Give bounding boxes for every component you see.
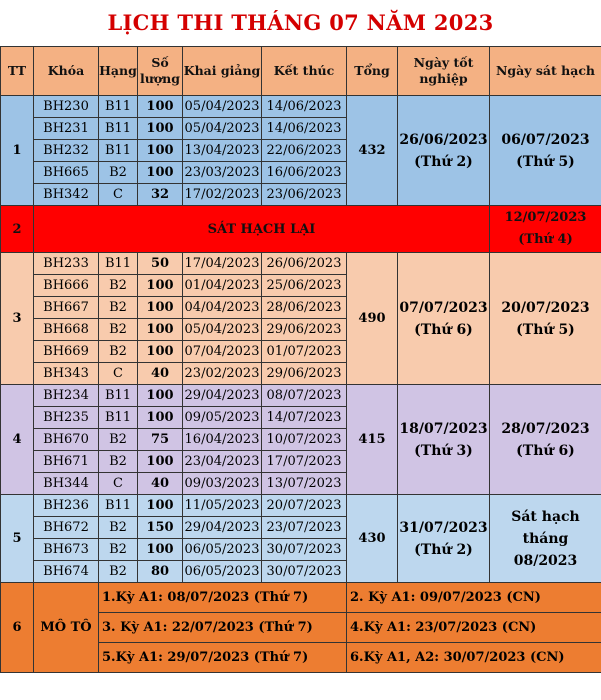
graduation-weekday: (Thứ 2): [414, 153, 473, 170]
student-count: 100: [138, 162, 183, 184]
student-count: 40: [138, 473, 183, 495]
course-code: BH669: [34, 341, 99, 363]
student-count: 100: [138, 495, 183, 517]
motorbike-session: 4.Kỳ A1: 23/07/2023 (CN): [347, 613, 601, 643]
license-class: B2: [99, 297, 138, 319]
end-date: 14/06/2023: [262, 96, 347, 118]
license-class: B2: [99, 451, 138, 473]
end-date: 20/07/2023: [262, 495, 347, 517]
group-number: 6: [1, 583, 34, 673]
license-class: B2: [99, 517, 138, 539]
graduation-weekday: (Thứ 3): [414, 442, 473, 459]
exam-date-value: 06/07/2023: [501, 131, 590, 148]
motorbike-session: 5.Kỳ A1: 29/07/2023 (Thứ 7): [99, 643, 347, 673]
end-date: 14/07/2023: [262, 407, 347, 429]
exam-weekday: (Thứ 5): [516, 153, 575, 170]
group-number: 5: [1, 495, 34, 583]
end-date: 10/07/2023: [262, 429, 347, 451]
license-class: B2: [99, 429, 138, 451]
start-date: 04/04/2023: [183, 297, 262, 319]
end-date: 29/06/2023: [262, 319, 347, 341]
student-count: 100: [138, 539, 183, 561]
license-class: B2: [99, 275, 138, 297]
graduation-date-value: 07/07/2023: [399, 299, 488, 316]
license-class: B2: [99, 539, 138, 561]
end-date: 08/07/2023: [262, 385, 347, 407]
end-date: 29/06/2023: [262, 363, 347, 385]
course-code: BH671: [34, 451, 99, 473]
table-row: [1, 96, 601, 118]
exam-date: [490, 253, 601, 385]
graduation-date: [398, 385, 490, 495]
start-date: 01/04/2023: [183, 275, 262, 297]
start-date: 06/05/2023: [183, 561, 262, 583]
header-hang: Hạng: [99, 47, 138, 96]
graduation-weekday: (Thứ 6): [414, 321, 473, 338]
graduation-weekday: (Thứ 2): [414, 541, 473, 558]
exam-date-value: 28/07/2023: [501, 420, 590, 437]
course-code: BH231: [34, 118, 99, 140]
course-code: BH342: [34, 184, 99, 206]
course-code: BH673: [34, 539, 99, 561]
end-date: 22/06/2023: [262, 140, 347, 162]
header-ket-thuc: Kết thúc: [262, 47, 347, 96]
motorbike-session: 3. Kỳ A1: 22/07/2023 (Thứ 7): [99, 613, 347, 643]
start-date: 09/03/2023: [183, 473, 262, 495]
end-date: 17/07/2023: [262, 451, 347, 473]
graduation-date-value: 26/06/2023: [399, 131, 488, 148]
student-count: 40: [138, 363, 183, 385]
end-date: 28/06/2023: [262, 297, 347, 319]
student-count: 100: [138, 451, 183, 473]
start-date: 05/04/2023: [183, 118, 262, 140]
license-class: B11: [99, 118, 138, 140]
exam-weekday: (Thứ 5): [516, 321, 575, 338]
exam-date: [490, 96, 601, 206]
page-title: LỊCH THI THÁNG 07 NĂM 2023: [107, 10, 494, 35]
course-code: BH343: [34, 363, 99, 385]
license-class: B11: [99, 253, 138, 275]
start-date: 23/04/2023: [183, 451, 262, 473]
start-date: 17/04/2023: [183, 253, 262, 275]
retest-weekday: (Thứ 4): [518, 232, 573, 247]
student-count: 100: [138, 297, 183, 319]
start-date: 13/04/2023: [183, 140, 262, 162]
header-ngay-tot-nghiep: Ngày tốt nghiệp: [398, 47, 490, 96]
license-class: B11: [99, 495, 138, 517]
header-so-luong: Số lượng: [138, 47, 183, 96]
end-date: 23/07/2023: [262, 517, 347, 539]
group-number: 1: [1, 96, 34, 206]
group-total: 415: [347, 385, 398, 495]
student-count: 100: [138, 407, 183, 429]
header-khoa: Khóa: [34, 47, 99, 96]
student-count: 100: [138, 319, 183, 341]
start-date: 29/04/2023: [183, 517, 262, 539]
end-date: 01/07/2023: [262, 341, 347, 363]
end-date: 30/07/2023: [262, 539, 347, 561]
student-count: 150: [138, 517, 183, 539]
graduation-date: [398, 253, 490, 385]
graduation-date-value: 31/07/2023: [399, 519, 488, 536]
license-class: B11: [99, 407, 138, 429]
course-code: BH672: [34, 517, 99, 539]
course-code: BH234: [34, 385, 99, 407]
course-code: BH344: [34, 473, 99, 495]
student-count: 100: [138, 275, 183, 297]
header-khai-giang: Khai giảng: [183, 47, 262, 96]
start-date: 07/04/2023: [183, 341, 262, 363]
schedule-body: [1, 96, 601, 673]
license-class: B2: [99, 341, 138, 363]
start-date: 09/05/2023: [183, 407, 262, 429]
group-total: 490: [347, 253, 398, 385]
student-count: 100: [138, 341, 183, 363]
motorbike-row: [1, 583, 601, 613]
course-code: BH233: [34, 253, 99, 275]
student-count: 80: [138, 561, 183, 583]
course-code: BH665: [34, 162, 99, 184]
graduation-date-value: 18/07/2023: [399, 420, 488, 437]
course-code: BH668: [34, 319, 99, 341]
motorbike-session: 6.Kỳ A1, A2: 30/07/2023 (CN): [347, 643, 601, 673]
start-date: 23/03/2023: [183, 162, 262, 184]
exam-schedule-table: [0, 46, 601, 673]
exam-date: [490, 385, 601, 495]
license-class: B11: [99, 96, 138, 118]
motorbike-session: 1.Kỳ A1: 08/07/2023 (Thứ 7): [99, 583, 347, 613]
license-class: B2: [99, 162, 138, 184]
retest-date: [490, 206, 601, 253]
group-total: 432: [347, 96, 398, 206]
license-class: C: [99, 363, 138, 385]
start-date: 17/02/2023: [183, 184, 262, 206]
exam-weekday: (Thứ 6): [516, 442, 575, 459]
graduation-date: [398, 96, 490, 206]
exam-date-value: 20/07/2023: [501, 299, 590, 316]
student-count: 100: [138, 385, 183, 407]
student-count: 100: [138, 96, 183, 118]
exam-date-value: Sát hạch: [511, 508, 580, 525]
end-date: 23/06/2023: [262, 184, 347, 206]
header-ngay-sat-hach: Ngày sát hạch: [490, 47, 601, 96]
group-total: 430: [347, 495, 398, 583]
graduation-date: [398, 495, 490, 583]
start-date: 06/05/2023: [183, 539, 262, 561]
license-class: C: [99, 184, 138, 206]
student-count: 100: [138, 140, 183, 162]
course-code: BH666: [34, 275, 99, 297]
end-date: 14/06/2023: [262, 118, 347, 140]
group-number: 3: [1, 253, 34, 385]
start-date: 23/02/2023: [183, 363, 262, 385]
student-count: 100: [138, 118, 183, 140]
license-class: B11: [99, 140, 138, 162]
table-row: [1, 385, 601, 407]
course-code: BH230: [34, 96, 99, 118]
end-date: 30/07/2023: [262, 561, 347, 583]
start-date: 16/04/2023: [183, 429, 262, 451]
header-row: [1, 47, 601, 96]
end-date: 25/06/2023: [262, 275, 347, 297]
header-tong: Tổng: [347, 47, 398, 96]
license-class: B11: [99, 385, 138, 407]
exam-date: [490, 495, 601, 583]
course-code: BH232: [34, 140, 99, 162]
end-date: 16/06/2023: [262, 162, 347, 184]
header-tt: TT: [1, 47, 34, 96]
table-row: [1, 495, 601, 517]
retest-row: [1, 206, 601, 253]
course-code: BH235: [34, 407, 99, 429]
start-date: 29/04/2023: [183, 385, 262, 407]
retest-label: SÁT HẠCH LẠI: [34, 206, 490, 253]
start-date: 05/04/2023: [183, 319, 262, 341]
license-class: C: [99, 473, 138, 495]
license-class: B2: [99, 319, 138, 341]
student-count: 32: [138, 184, 183, 206]
group-number: 2: [1, 206, 34, 253]
license-class: B2: [99, 561, 138, 583]
table-row: [1, 253, 601, 275]
end-date: 13/07/2023: [262, 473, 347, 495]
start-date: 05/04/2023: [183, 96, 262, 118]
motorbike-session: 2. Kỳ A1: 09/07/2023 (CN): [347, 583, 601, 613]
retest-date-value: 12/07/2023: [504, 210, 587, 225]
course-code: BH670: [34, 429, 99, 451]
course-code: BH667: [34, 297, 99, 319]
student-count: 75: [138, 429, 183, 451]
student-count: 50: [138, 253, 183, 275]
exam-weekday: tháng 08/2023: [513, 530, 578, 569]
course-code: BH674: [34, 561, 99, 583]
start-date: 11/05/2023: [183, 495, 262, 517]
motorbike-label: MÔ TÔ: [34, 583, 99, 673]
course-code: BH236: [34, 495, 99, 517]
group-number: 4: [1, 385, 34, 495]
end-date: 26/06/2023: [262, 253, 347, 275]
